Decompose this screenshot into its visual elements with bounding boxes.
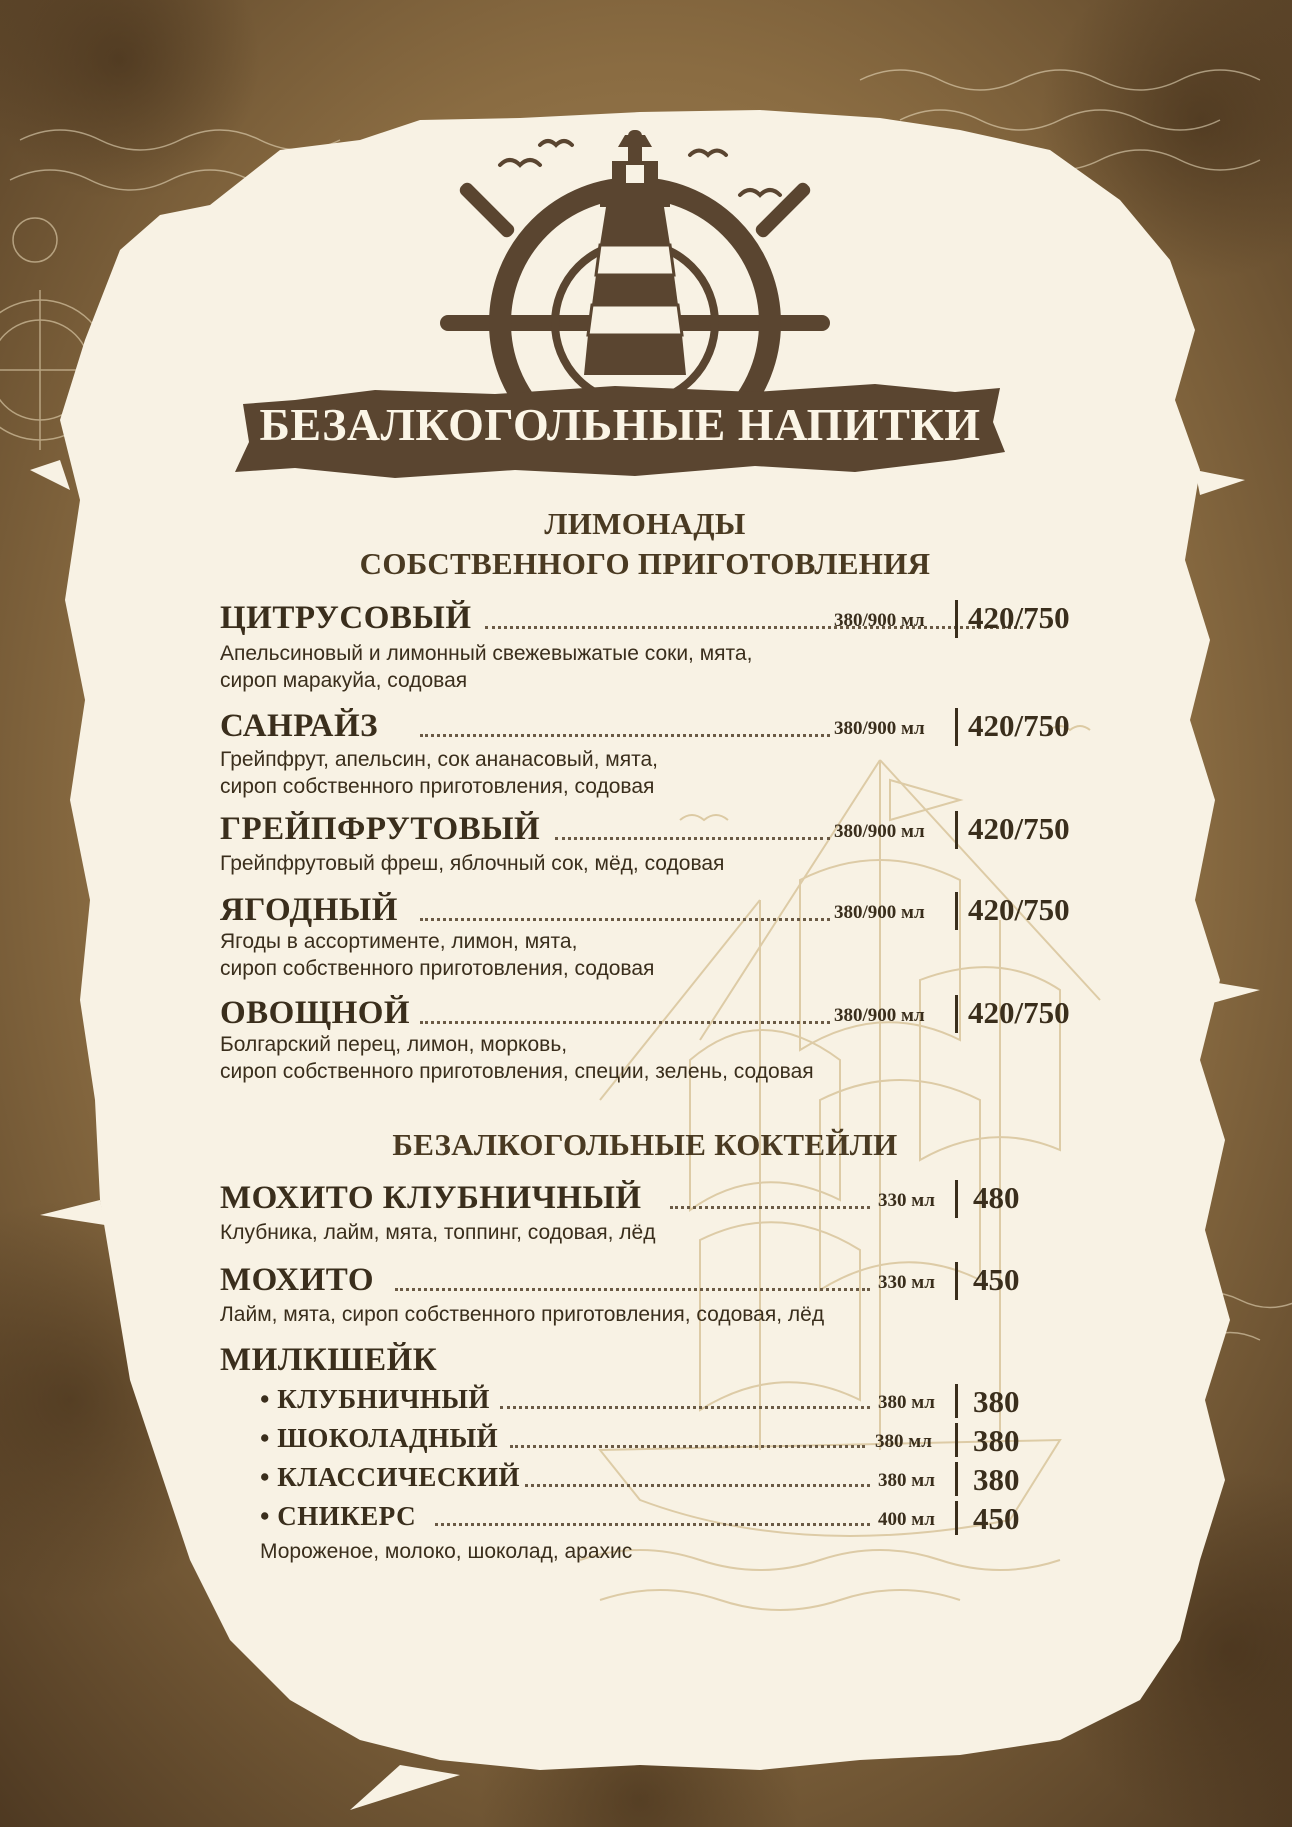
lighthouse-icon (584, 135, 686, 375)
menu-item-mojito (220, 1262, 1040, 1302)
variant-name: • СНИКЕРС (260, 1501, 417, 1531)
item-volume: 380/900 мл (834, 1005, 925, 1026)
item-volume: 380/900 мл (834, 902, 925, 923)
dot-leader (555, 825, 830, 840)
item-name: ГРЕЙПФРУТОВЫЙ (220, 811, 541, 847)
item-volume: 380/900 мл (834, 718, 925, 739)
item-price: 380 (973, 1423, 1020, 1458)
item-name: ЦИТРУСОВЫЙ (220, 600, 472, 636)
item-description: Лайм, мята, сироп собственного приготовления, содовая, лёд (220, 1303, 825, 1326)
price-separator (955, 1423, 958, 1457)
price-separator (955, 1180, 958, 1218)
dot-leader (420, 1009, 830, 1024)
item-description: Грейпфрут, апельсин, сок ананасовый, мята, (220, 748, 658, 771)
menu-item-vegetable (220, 995, 1100, 1035)
item-price: 420/750 (968, 995, 1070, 1030)
item-name: ОВОЩНОЙ (220, 995, 411, 1031)
item-name: САНРАЙЗ (220, 708, 379, 744)
item-description: Грейпфрутовый фреш, яблочный сок, мёд, содовая (220, 852, 725, 875)
item-price: 450 (973, 1262, 1020, 1297)
item-name: МОХИТО КЛУБНИЧНЫЙ (220, 1180, 642, 1216)
item-price: 420/750 (968, 892, 1070, 927)
price-separator (955, 1462, 958, 1496)
variant-name: • ШОКОЛАДНЫЙ (260, 1423, 499, 1453)
item-price: 420/750 (968, 708, 1070, 743)
lighthouse-wheel-logo (440, 125, 830, 395)
dot-leader (510, 1435, 865, 1448)
item-volume: 330 мл (878, 1272, 935, 1293)
menu-item-sunrise (220, 708, 1100, 748)
menu-item-berry (220, 892, 1100, 932)
item-description: сироп маракуйа, содовая (220, 669, 468, 692)
dot-leader (500, 1396, 870, 1409)
price-separator (955, 708, 958, 746)
dot-leader (435, 1513, 870, 1526)
dot-leader (670, 1194, 870, 1209)
menu-item-citrus (220, 600, 1100, 640)
dot-leader (420, 906, 830, 921)
menu-item-strawberry-mojito (220, 1180, 1040, 1220)
item-description: Апельсиновый и лимонный свежевыжатые соки, мята, (220, 642, 753, 665)
item-description: Болгарский перец, лимон, морковь, (220, 1033, 568, 1056)
price-separator (955, 811, 958, 849)
item-price: 420/750 (968, 600, 1070, 635)
item-volume: 380/900 мл (834, 821, 925, 842)
price-separator (955, 1501, 958, 1535)
item-description: Мороженое, молоко, шоколад, арахис (260, 1540, 633, 1563)
item-volume: 380 мл (875, 1431, 932, 1452)
milkshake-variant (260, 1384, 1040, 1420)
variant-name: • КЛУБНИЧНЫЙ (260, 1384, 490, 1414)
price-separator (955, 1262, 958, 1300)
dot-leader (395, 1276, 870, 1291)
item-description: сироп собственного приготовления, содовая (220, 775, 655, 798)
item-price: 380 (973, 1462, 1020, 1497)
page-title: БЕЗАЛКОГОЛЬНЫЕ НАПИТКИ (259, 399, 981, 450)
section-title-lemonades-2: СОБСТВЕННОГО ПРИГОТОВЛЕНИЯ (359, 546, 931, 581)
section-title-lemonades-1: ЛИМОНАДЫ (544, 506, 746, 541)
item-price: 420/750 (968, 811, 1070, 846)
price-separator (955, 600, 958, 638)
item-price: 380 (973, 1384, 1020, 1419)
milkshake-variant (260, 1501, 1040, 1537)
item-description: сироп собственного приготовления, специи, зелень, содовая (220, 1060, 814, 1083)
dot-leader (485, 614, 1030, 629)
item-volume: 380 мл (878, 1392, 935, 1413)
price-separator (955, 1384, 958, 1418)
item-name: МИЛКШЕЙК (220, 1342, 438, 1378)
price-separator (955, 892, 958, 930)
item-price: 450 (973, 1501, 1020, 1536)
item-volume: 380/900 мл (834, 610, 925, 631)
section-title-cocktails: БЕЗАЛКОГОЛЬНЫЕ КОКТЕЙЛИ (392, 1127, 898, 1162)
item-description: Клубника, лайм, мята, топпинг, содовая, лёд (220, 1221, 656, 1244)
item-name: ЯГОДНЫЙ (220, 892, 398, 928)
milkshake-variant (260, 1423, 1040, 1459)
item-volume: 380 мл (878, 1470, 935, 1491)
item-price: 480 (973, 1180, 1020, 1215)
menu-item-milkshake (220, 1342, 620, 1382)
item-volume: 330 мл (878, 1190, 935, 1211)
variant-name: • КЛАССИЧЕСКИЙ (260, 1462, 520, 1492)
item-name: МОХИТО (220, 1262, 374, 1298)
dot-leader (525, 1474, 870, 1487)
item-volume: 400 мл (878, 1509, 935, 1530)
milkshake-variant (260, 1462, 1040, 1498)
item-description: сироп собственного приготовления, содовая (220, 957, 655, 980)
item-description: Ягоды в ассортименте, лимон, мята, (220, 930, 578, 953)
dot-leader (420, 722, 830, 737)
price-separator (955, 995, 958, 1033)
menu-item-grapefruit (220, 811, 1100, 851)
